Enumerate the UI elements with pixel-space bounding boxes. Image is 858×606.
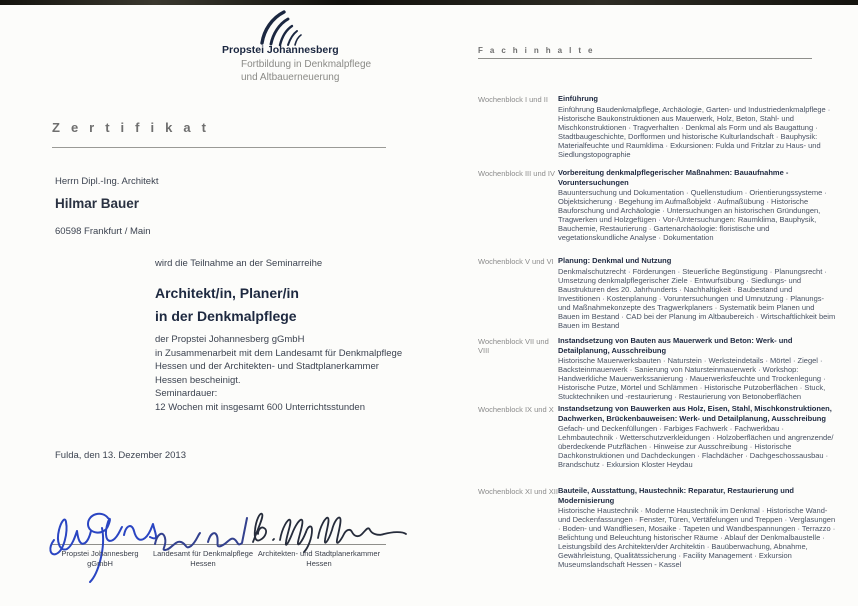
signature-label-propstei [48,549,152,569]
signature-label-line: Propstei Johannesberg gGmbH [61,549,139,568]
brand-subtitle-line1: Fortbildung in Denkmalpflege [241,59,372,70]
recipient-city: 60598 Frankfurt / Main [55,226,151,237]
signature-propstei [50,514,156,582]
seminar-title-line1: Architekt/in, Planer/in [155,285,299,301]
fachinhalte-rule [478,58,812,59]
signature-label-line: Hessen [306,559,332,568]
place-and-date: Fulda, den 13. Dezember 2013 [55,450,186,461]
duration-value: 12 Wochen mit insgesamt 600 Unterrichtsstunden [155,401,365,413]
wochenblock-label: Wochenblock I und II [478,95,548,104]
issuer-line: Hessen bescheinigt. [155,374,241,386]
wochenblock-content [558,404,836,469]
certificate-title: Zertifikat [52,120,217,135]
scan-edge-artifact [0,0,858,5]
wochenblock-body: Historische Mauerwerksbauten · Naturstein · Werksteindetails · Mörtel · Ziegel · Backsteinmauerwerk · Sanierung von Natursteinmauerwerk · Workshop: Handwerkliche Mauerwerkssanierung · Mauerwerksfeuchte und Trockenlegung · Historische Putze, Mörtel und Schlämmen · Historische Putzoberflächen · Stuck, Stucktechniken und -restaurierung · Restaurierung von Betonoberflächen [558,356,826,401]
signature-label-line: Architekten- und Stadtplanerkammer [257,549,381,558]
brand-subtitle-line2: und Altbauerneuerung [241,72,340,83]
wochenblock-9-10 [478,404,836,469]
recipient-name: Hilmar Bauer [55,196,140,211]
wochenblock-3-4 [478,168,836,242]
wochenblock-title: Vorbereitung denkmalpflegerischer Maßnahmen: Bauaufnahme - Voruntersuchungen [558,168,789,187]
wochenblock-content [558,486,836,569]
wochenblock-body: Denkmalschutzrecht · Förderungen · Steuerliche Begünstigung · Planungsrecht · Umsetzung denkmalpflegerischer Ziele · Entwurfsübung · Siedlungs- und Baustrukturen des 20. Jahrhunderts · Nachhaltigkeit · Baubestand und Investitionen · Kostenplanung · Voruntersuchungen und Umnutzung · Planungs- und Maßnahmekonzepte des Tragwerkplaners · Systematik beim Planen und Bauen im Bestand · CAD bei der Planung im Altbaubereich · Wirtschaftlichkeit beim Bauen im Bestand [558,266,836,330]
signature-label-landesamt [152,549,254,569]
brand-name: Propstei Johannesberg [222,44,339,56]
intro-text: wird die Teilnahme an der Seminarreihe [155,258,323,269]
wochenblock-content [558,168,836,242]
issuer-line: der Propstei Johannesberg gGmbH [155,334,305,345]
wochenblock-body: Historische Haustechnik · Moderne Haustechnik im Denkmal · Historische Wand- und Deckenfassungen · Fenster, Türen, Vertäfelungen und Treppen · Verglasungen · Boden- und Wandfliesen, Mosaike · Tapeten und Wandbespannungen · Terrazzo · Belichtung und Beleuchtung historischer Räume · Ablauf der Denkmalbaustelle · Leistungsbild des Architekten/der Architektin · Bauüberwachung, Abnahme, Gewährleistung, Qualitätssicherung · Facility Management · Exkursion Museumslandschaft Hessen - Kassel [558,506,836,569]
issuer-line: in Zusammenarbeit mit dem Landesamt für Denkmalpflege [155,347,403,359]
wochenblock-5-6 [478,256,836,330]
wochenblock-title: Einführung [558,94,598,103]
wochenblock-11-12 [478,486,836,569]
signature-landesamt [155,518,247,550]
signature-kammer [253,514,406,552]
wochenblock-body: Bauuntersuchung und Dokumentation · Quellenstudium · Orientierungssysteme · Objektsicherung · Begehung im Aufmaßobjekt · Aufmaßübung · Historische Bauforschung und Archäologie · Untersuchungen an historischen Gründungen, Tragwerken und Holzgefügen · Vor-/Untersuchungen: Raumklima, Bauphysik, Bauchemie, Restaurierung · Gartenarchäologie: floristische und vegetationskundliche Analyse · Dokumentation [558,188,827,242]
wochenblock-content [558,94,836,159]
wochenblock-title: Bauteile, Ausstattung, Haustechnik: Reparatur, Restaurierung und Modernisierung [558,486,795,505]
salutation: Herrn Dipl.-Ing. Architekt [55,176,159,187]
wochenblock-label: Wochenblock IX und X [478,405,554,414]
signature-label-line: Hessen [190,559,216,568]
issuer-line: Hessen und der Architekten- und Stadtplanerkammer [155,361,379,372]
signature-label-line: Landesamt für Denkmalpflege [152,549,254,558]
wochenblock-label: Wochenblock VII und VIII [478,337,549,355]
certificate-title-rule [52,147,386,148]
wochenblock-content [558,336,836,401]
wochenblock-content [558,256,836,330]
signature-label-kammer [256,549,382,569]
duration-label: Seminardauer: [155,388,218,399]
seminar-duration [155,387,365,414]
wochenblock-body: Gefach- und Deckenfüllungen · Farbiges Fachwerk · Fachwerkbau · Lehmbautechnik · Wetterschutzverkleidungen · Holzoberflächen und angrenzende/überdeckende Putzflächen · Hinweise zur Ausschreibung · Historische Dachkonstruktionen und Dachdeckungen · Flachdächer · Dachgeschossausbau · Brandschutz · Exkursion Kloster Heydau [558,424,834,469]
signatures-ink [40,490,420,590]
wochenblock-label: Wochenblock XI und XII [478,487,558,496]
seminar-title-line2: in der Denkmalpflege [155,308,297,324]
issuer-paragraph [155,333,402,387]
wochenblock-label: Wochenblock III und IV [478,169,555,178]
wochenblock-body: Einführung Baudenkmalpflege, Archäologie, Garten- und Industriedenkmalpflege · Historische Baukonstruktionen aus Mauerwerk, Holz, Beton, Stahl- und Mischkonstruktionen · Tragverhalten · Denkmal als Form und als Baugattung · Stadtbaugeschichte, Dorfformen und historische Kulturlandschaft · Bauphysik: Materialfeuchte und Raumklima · Exkursionen: Fulda und Fritzlar zu Haus- und Siedlungstopographie [558,104,831,159]
fachinhalte-heading: Fachinhalte [478,46,600,55]
brand-subtitle [241,58,371,84]
wochenblock-label: Wochenblock V und VI [478,257,554,266]
wochenblock-7-8 [478,336,836,401]
wochenblock-title: Instandsetzung von Bauwerken aus Holz, Eisen, Stahl, Mischkonstruktionen, Dachwerken, Brückenbauweisen: Werk- und Detailplanung, Ausschreibung [558,404,832,423]
wochenblock-title: Instandsetzung von Bauten aus Mauerwerk und Beton: Werk- und Detailplanung, Ausschreibung [558,336,793,355]
wochenblock-1-2 [478,94,836,159]
seminar-title [155,282,299,328]
wochenblock-title: Planung: Denkmal und Nutzung [558,256,672,265]
